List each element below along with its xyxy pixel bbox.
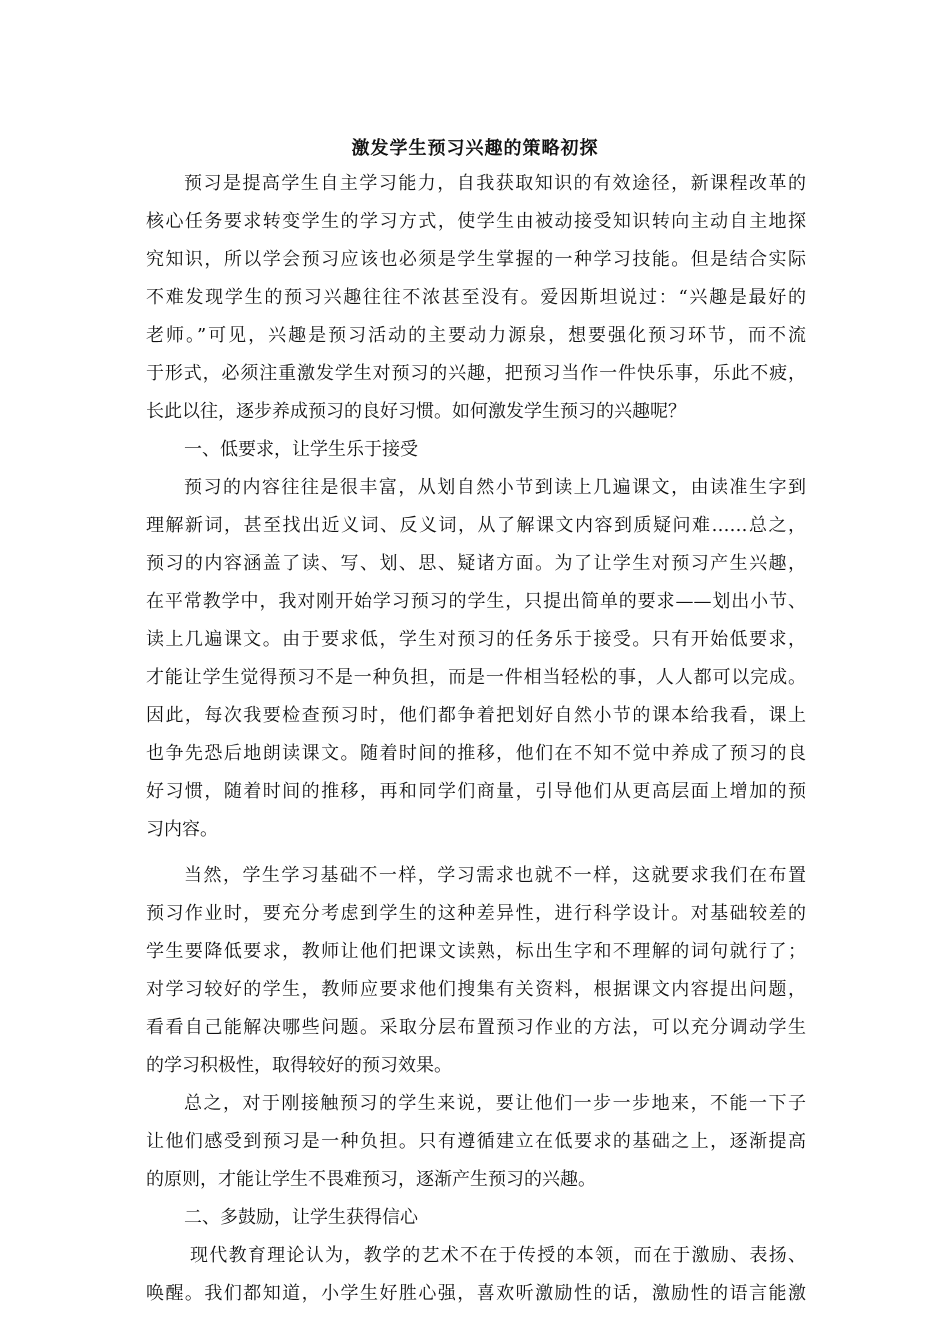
paragraph-line: 老师。”可见，兴趣是预习活动的主要动力源泉，想要强化预习环节，而不流 — [146, 325, 806, 346]
paragraph-line: 因此，每次我要检查预习时，他们都争着把划好自然小节的课本给我看，课上 — [146, 705, 806, 726]
paragraph-line: 不难发现学生的预习兴趣往往不浓甚至没有。爱因斯坦说过：“兴趣是最好的 — [146, 287, 806, 308]
paragraph-line: 预习的内容涵盖了读、写、划、思、疑诸方面。为了让学生对预习产生兴趣， — [146, 553, 806, 574]
paragraph-line: 预习是提高学生自主学习能力，自我获取知识的有效途径，新课程改革的 — [184, 173, 806, 194]
document-title: 激发学生预习兴趣的策略初探 — [351, 138, 599, 159]
paragraph-line: 究知识，所以学会预习应该也必须是学生掌握的一种学习技能。但是结合实际 — [146, 249, 806, 270]
paragraph-line: 现代教育理论认为，教学的艺术不在于传授的本领，而在于激励、表扬、 — [190, 1245, 806, 1266]
paragraph-line: 当然，学生学习基础不一样，学习需求也就不一样，这就要求我们在布置 — [184, 865, 806, 886]
paragraph-line: 在平常教学中，我对刚开始学习预习的学生，只提出简单的要求——划出小节、 — [146, 591, 806, 612]
paragraph-line: 对学习较好的学生，教师应要求他们搜集有关资料，根据课文内容提出问题， — [146, 979, 806, 1000]
paragraph-line: 总之，对于刚接触预习的学生来说，要让他们一步一步地来，不能一下子 — [184, 1093, 806, 1114]
paragraph-line: 习内容。 — [146, 819, 218, 840]
paragraph-line: 也争先恐后地朗读课文。随着时间的推移，他们在不知不觉中养成了预习的良 — [146, 743, 806, 764]
paragraph-line: 读上几遍课文。由于要求低，学生对预习的任务乐于接受。只有开始低要求， — [146, 629, 806, 650]
section-heading: 一、低要求，让学生乐于接受 — [184, 439, 418, 460]
paragraph-line: 于形式，必须注重激发学生对预习的兴趣，把预习当作一件快乐事，乐此不疲， — [146, 363, 806, 384]
section-heading: 二、多鼓励，让学生获得信心 — [184, 1207, 418, 1228]
paragraph-line: 预习作业时，要充分考虑到学生的这种差异性，进行科学设计。对基础较差的 — [146, 903, 806, 924]
paragraph-line: 让他们感受到预习是一种负担。只有遵循建立在低要求的基础之上，逐渐提高 — [146, 1131, 806, 1152]
paragraph-line: 理解新词，甚至找出近义词、反义词，从了解课文内容到质疑问难……总之， — [146, 515, 806, 536]
paragraph-line: 的学习积极性，取得较好的预习效果。 — [146, 1055, 452, 1076]
paragraph-line: 核心任务要求转变学生的学习方式，使学生由被动接受知识转向主动自主地探 — [146, 211, 806, 232]
paragraph-line: 长此以往，逐步养成预习的良好习惯。如何激发学生预习的兴趣呢？ — [146, 401, 686, 422]
paragraph-line: 预习的内容往往是很丰富，从划自然小节到读上几遍课文，由读准生字到 — [184, 477, 806, 498]
paragraph-line: 好习惯，随着时间的推移，再和同学们商量，引导他们从更高层面上增加的预 — [146, 781, 806, 802]
paragraph-line: 唤醒。我们都知道，小学生好胜心强，喜欢听激励性的话，激励性的语言能激 — [146, 1283, 806, 1304]
paragraph-line: 的原则，才能让学生不畏难预习，逐渐产生预习的兴趣。 — [146, 1169, 596, 1190]
paragraph-line: 才能让学生觉得预习不是一种负担，而是一件相当轻松的事，人人都可以完成。 — [146, 667, 806, 688]
paragraph-line: 看看自己能解决哪些问题。采取分层布置预习作业的方法，可以充分调动学生 — [146, 1017, 806, 1038]
paragraph-line: 学生要降低要求，教师让他们把课文读熟，标出生字和不理解的词句就行了； — [146, 941, 806, 962]
